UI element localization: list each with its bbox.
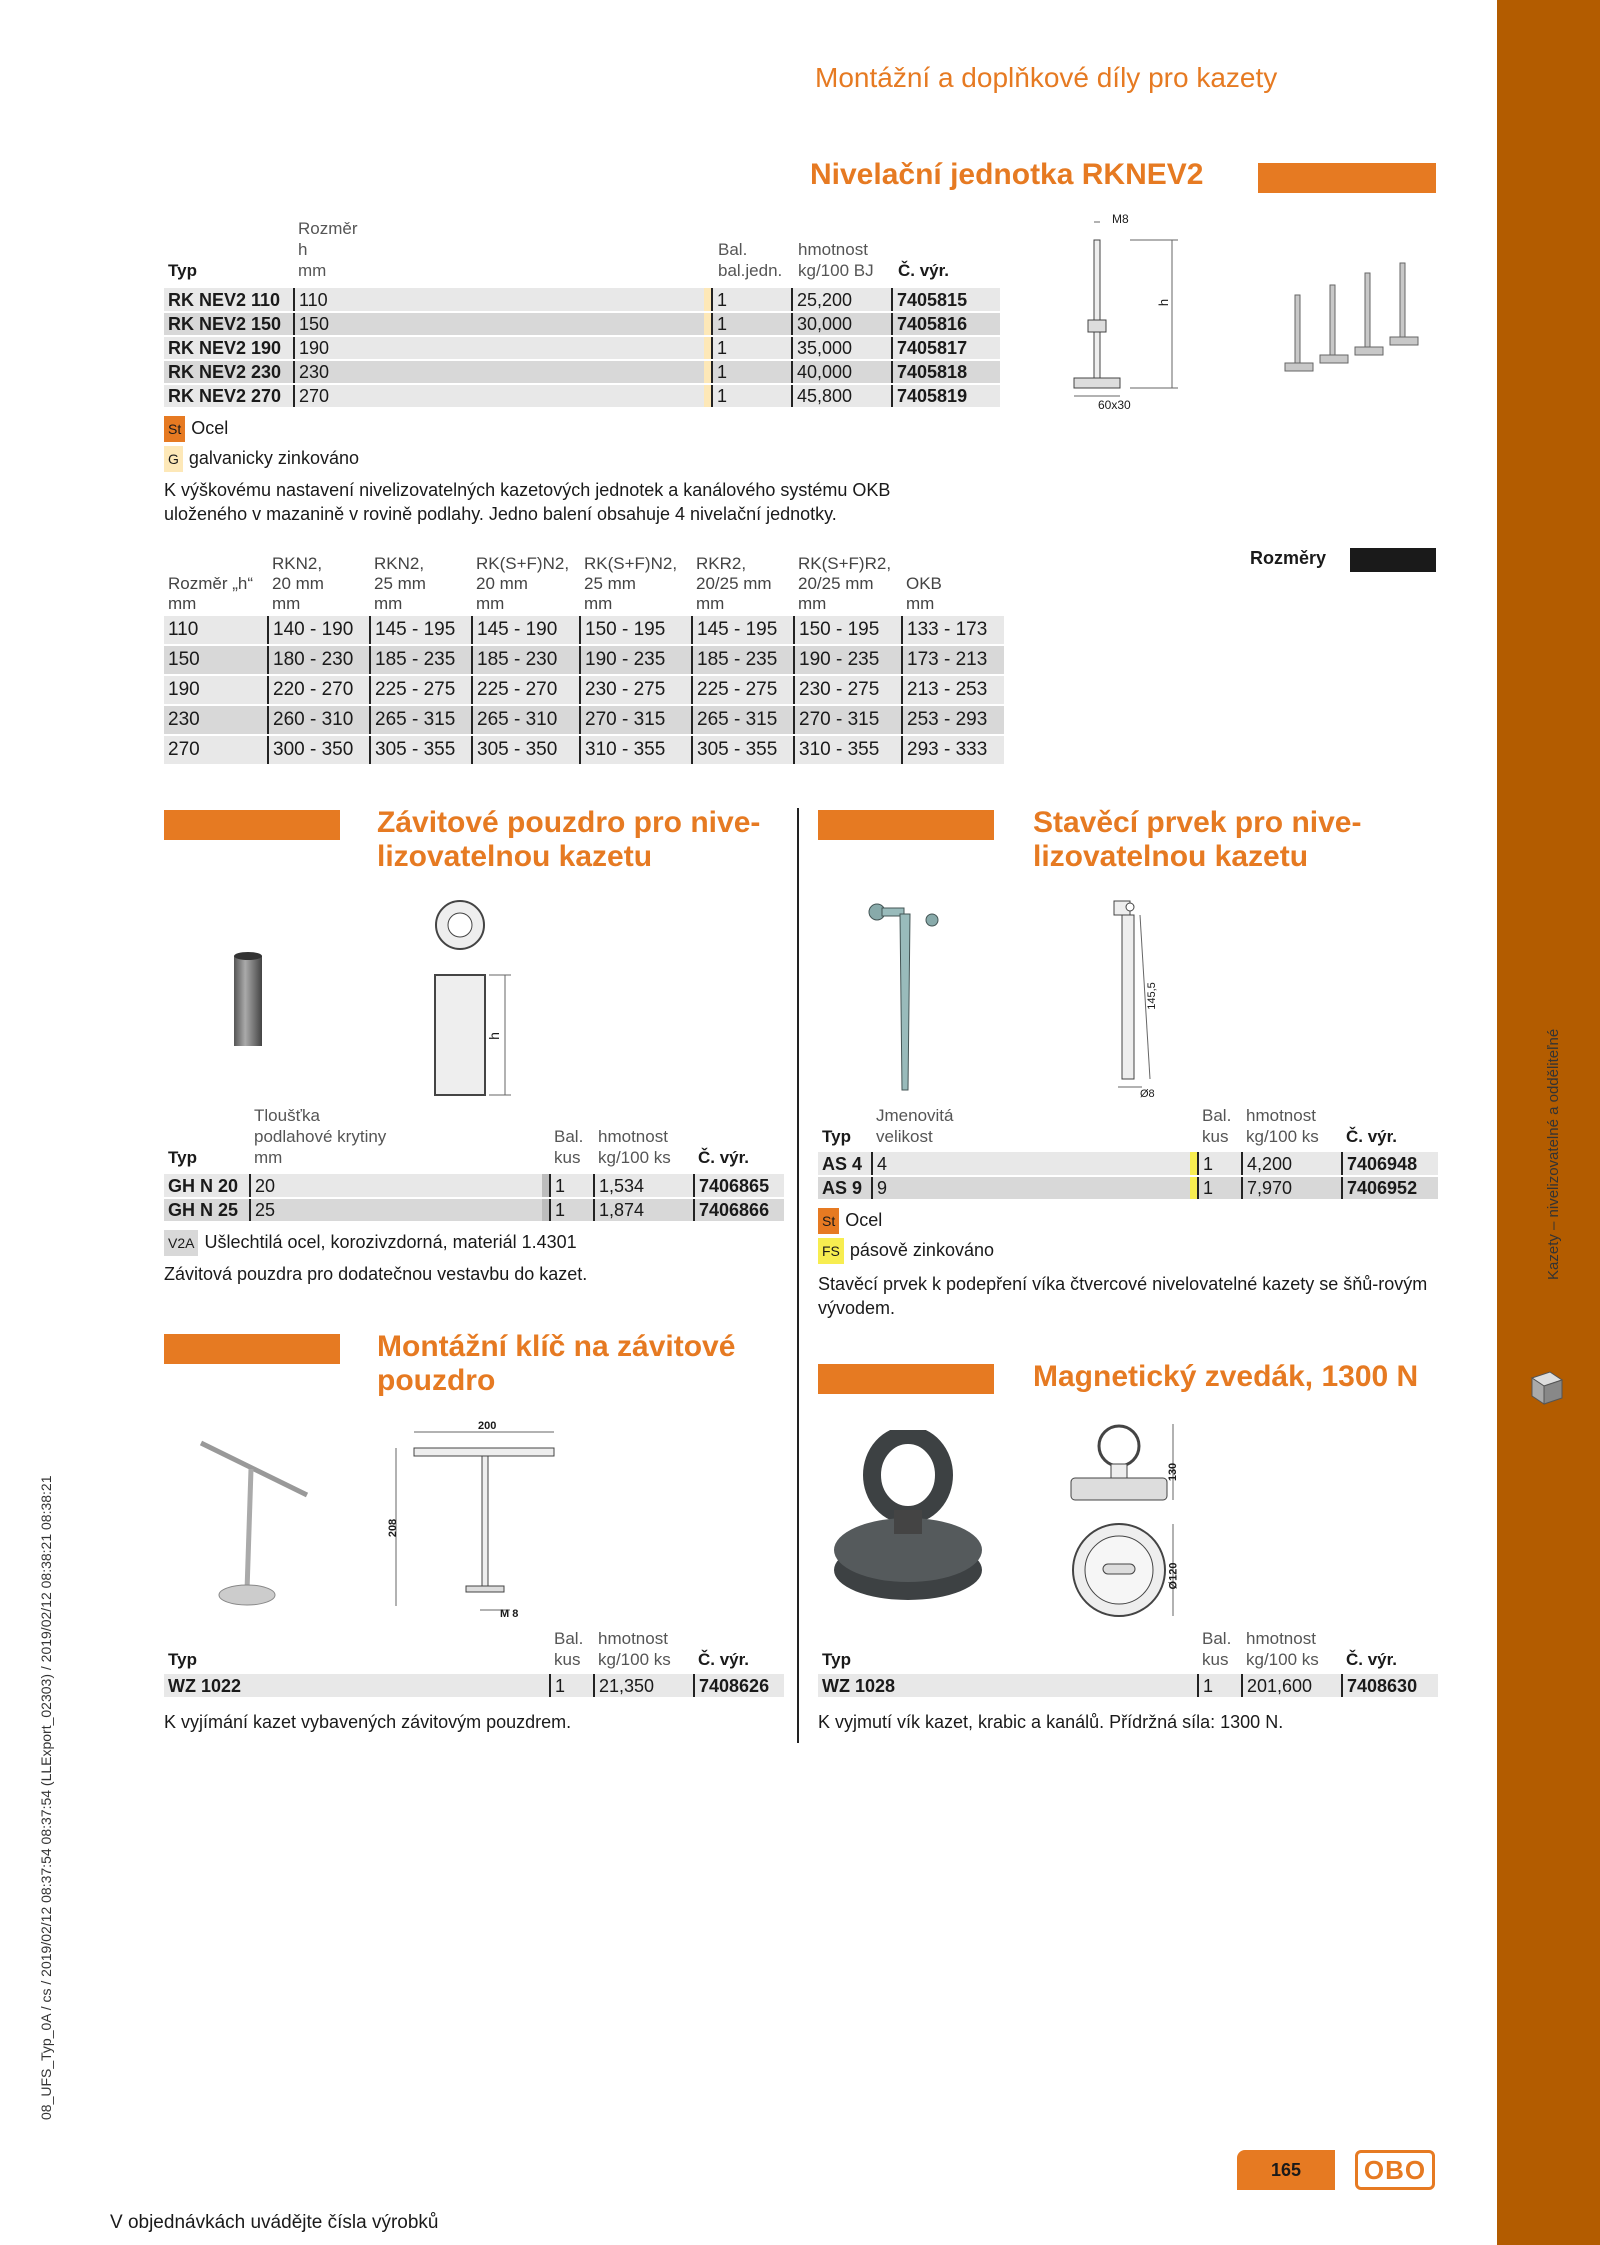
ghn-title: Závitové pouzdro pro nive- lizovatelnou kazetu [377,806,761,873]
rknev2-body [164,288,1000,409]
col-code: Č. výr. [898,261,950,280]
ghn-col-hm: hmotnost kg/100 ks [598,1127,671,1167]
rknev2-title-bar [1258,163,1436,193]
wz1028-title-bar [818,1364,994,1394]
as-photo [862,900,952,1100]
dim-col-1: RKN2, 20 mm mm [268,554,370,615]
ghn-description: Závitová pouzdra pro dodatečnou vestavbu do kazet. [164,1264,588,1284]
dim-col-2: RKN2, 25 mm mm [370,554,472,615]
wz1022-col-hm: hmotnost kg/100 ks [598,1629,671,1669]
rknev2-drawing-m8: M8 [1112,212,1129,226]
ghn-material: V2A Ušlechtilá ocel, korozivzdorná, materiál 1.4301 [164,1230,577,1256]
rknev2-rows [164,288,1000,409]
side-label: Kazety – nivelizovatelné a odděliteľné [1545,1028,1562,1280]
ghn-col-bal: Bal. kus [554,1127,584,1167]
page-header: Montážní a doplňkové díly pro kazety [815,62,1278,93]
ghn-table-body [164,1174,784,1223]
wz1022-photo [195,1435,315,1610]
as-drawing-len: 145,5 [1145,982,1158,1010]
wz1022-description: K vyjímání kazet vybavených závitovým pouzdrem. [164,1712,572,1732]
as-table-body [818,1152,1438,1201]
dim-col-0: Rozměr „h“ mm [164,554,268,615]
table-row: 150 180 - 230 185 - 235 185 - 230 190 - 235 185 - 235 190 - 235 173 - 213 [164,645,1004,675]
wz1028-col-typ: Typ [822,1650,851,1669]
wz1028-table-head [818,1628,1438,1670]
col-bal: Bal. bal.jedn. [718,240,783,280]
table-row: AS 4 4 1 4,200 7406948 [818,1152,1438,1176]
rknev2-table [164,218,1000,281]
dim-col-7: OKB mm [902,554,1004,615]
rknev2-material-g: G galvanicky zinkováno [164,446,359,472]
wz1028-drawing [1065,1420,1185,1630]
table-row: RK NEV2 270 270 1 45,800 7405819 [164,384,1000,408]
wz1028-col-hm: hmotnost kg/100 ks [1246,1629,1319,1669]
ghn-table-head [164,1105,784,1168]
rozmery-title-bar [1350,548,1436,572]
wz1028-col-code: Č. výr. [1346,1650,1398,1669]
wz1028-drawing-d: Ø120 [1167,1562,1180,1590]
as-title: Stavěcí prvek pro nive- lizovatelnou kazetu [1033,806,1362,873]
dim-col-6: RK(S+F)R2, 20/25 mm mm [794,554,902,615]
table-row: 190 220 - 270 225 - 275 225 - 270 230 - 275 225 - 275 230 - 275 213 - 253 [164,675,1004,705]
obo-logo [1355,2150,1435,2190]
wz1022-col-bal: Bal. kus [554,1629,584,1669]
rknev2-drawing-h: h [1156,298,1172,307]
wz1022-col-code: Č. výr. [698,1650,750,1669]
ghn-col-code: Č. výr. [698,1148,750,1167]
wz1028-drawing-h: 130 [1167,1462,1180,1482]
wz1022-table-body [164,1674,784,1699]
dim-col-5: RKR2, 20/25 mm mm [692,554,794,615]
table-row: 270 300 - 350 305 - 355 305 - 350 310 - 355 305 - 355 310 - 355 293 - 333 [164,735,1004,765]
wz1028-table-body [818,1674,1438,1699]
table-row: 110 140 - 190 145 - 195 145 - 190 150 - 195 145 - 195 150 - 195 133 - 173 [164,615,1004,645]
wz1022-drawing-w: 200 [478,1420,497,1432]
dim-col-4: RK(S+F)N2, 25 mm mm [580,554,692,615]
as-col-hm: hmotnost kg/100 ks [1246,1106,1319,1146]
wz1022-col-typ: Typ [168,1650,197,1669]
ghn-photo [228,950,268,1050]
wz1022-title: Montážní klíč na závitové pouzdro [377,1330,736,1397]
as-col-code: Č. výr. [1346,1127,1398,1146]
rknev2-photo [1275,255,1435,395]
column-divider [797,808,799,1743]
wz1022-title-bar [164,1334,340,1364]
rozmery-table [164,554,1004,766]
wz1028-title: Magnetický zvedák, 1300 N [1033,1360,1419,1393]
table-row: WZ 1028 1 201,600 7408630 [818,1674,1438,1698]
dim-col-3: RK(S+F)N2, 20 mm mm [472,554,580,615]
rknev2-drawing [1060,210,1190,415]
print-info: 08_UFS_Typ_0A / cs / 2019/02/12 08:37:54 08:37:54 (LLExport_02303) / 2019/02/12 08:38:21 08:38:21 [38,1475,54,2120]
ghn-col-t: Tloušťka podlahové krytiny mm [254,1106,387,1167]
as-col-typ: Typ [822,1127,851,1146]
as-title-bar [818,810,994,840]
rknev2-drawing-base: 60x30 [1098,398,1131,412]
table-row: RK NEV2 230 230 1 40,000 7405818 [164,360,1000,384]
rknev2-title: Nivelační jednotka RKNEV2 [810,158,1204,191]
rknev2-material-st: St Ocel [164,416,228,442]
ghn-drawing-h: h [485,1032,502,1040]
ghn-col-typ: Typ [168,1148,197,1167]
table-row: WZ 1022 1 21,350 7408626 [164,1674,784,1698]
table-row: GH N 25 25 1 1,874 7406866 [164,1198,784,1222]
as-col-bal: Bal. kus [1202,1106,1232,1146]
page-number: 165 [1237,2150,1335,2190]
col-hm: hmotnost kg/100 BJ [798,240,874,280]
table-row: 230 260 - 310 265 - 315 265 - 310 270 - 315 265 - 315 270 - 315 253 - 293 [164,705,1004,735]
wz1028-photo [828,1430,988,1610]
ghn-drawing [425,895,525,1105]
as-drawing-d: Ø8 [1140,1088,1155,1100]
cassette-thumb-icon [1528,1368,1564,1408]
table-row: RK NEV2 110 110 1 25,200 7405815 [164,288,1000,312]
obo-logo-text: OBO [1363,2154,1427,2185]
col-rozmer: Rozměr h mm [298,219,358,280]
ghn-title-bar [164,810,340,840]
table-row: RK NEV2 190 190 1 35,000 7405817 [164,336,1000,360]
as-description: Stavěcí prvek k podepření víka čtvercové nivelovatelné kazety se šňů-rovým vývodem. [818,1274,1428,1318]
wz1022-table-head [164,1628,784,1670]
rozmery-title: Rozměry [1250,548,1327,568]
table-row: RK NEV2 150 150 1 30,000 7405816 [164,312,1000,336]
wz1028-description: K vyjmutí vík kazet, krabic a kanálů. Přídržná síla: 1300 N. [818,1712,1284,1732]
table-row: GH N 20 20 1 1,534 7406865 [164,1174,784,1198]
as-material-st: St Ocel [818,1208,882,1234]
table-row: AS 9 9 1 7,970 7406952 [818,1176,1438,1200]
rknev2-description: K výškovému nastavení nivelizovatelných kazetových jednotek a kanálového systému OKB uloženého v mazanině v rovině podlahy. Jedno balení obsahuje 4 nivelační jednotky. [164,480,891,524]
as-material-fs: FS pásově zinkováno [818,1238,994,1264]
wz1022-drawing-m: M 8 [500,1608,519,1620]
rozmery-header-row [164,554,1004,615]
wz1028-col-bal: Bal. kus [1202,1629,1232,1669]
footer-note: V objednávkách uvádějte čísla výrobků [110,2212,439,2233]
wz1022-drawing-h: 208 [387,1518,400,1538]
as-col-v: Jmenovitá velikost [876,1106,954,1146]
as-table-head [818,1105,1438,1147]
col-typ: Typ [168,261,197,280]
wz1022-drawing [380,1420,580,1620]
